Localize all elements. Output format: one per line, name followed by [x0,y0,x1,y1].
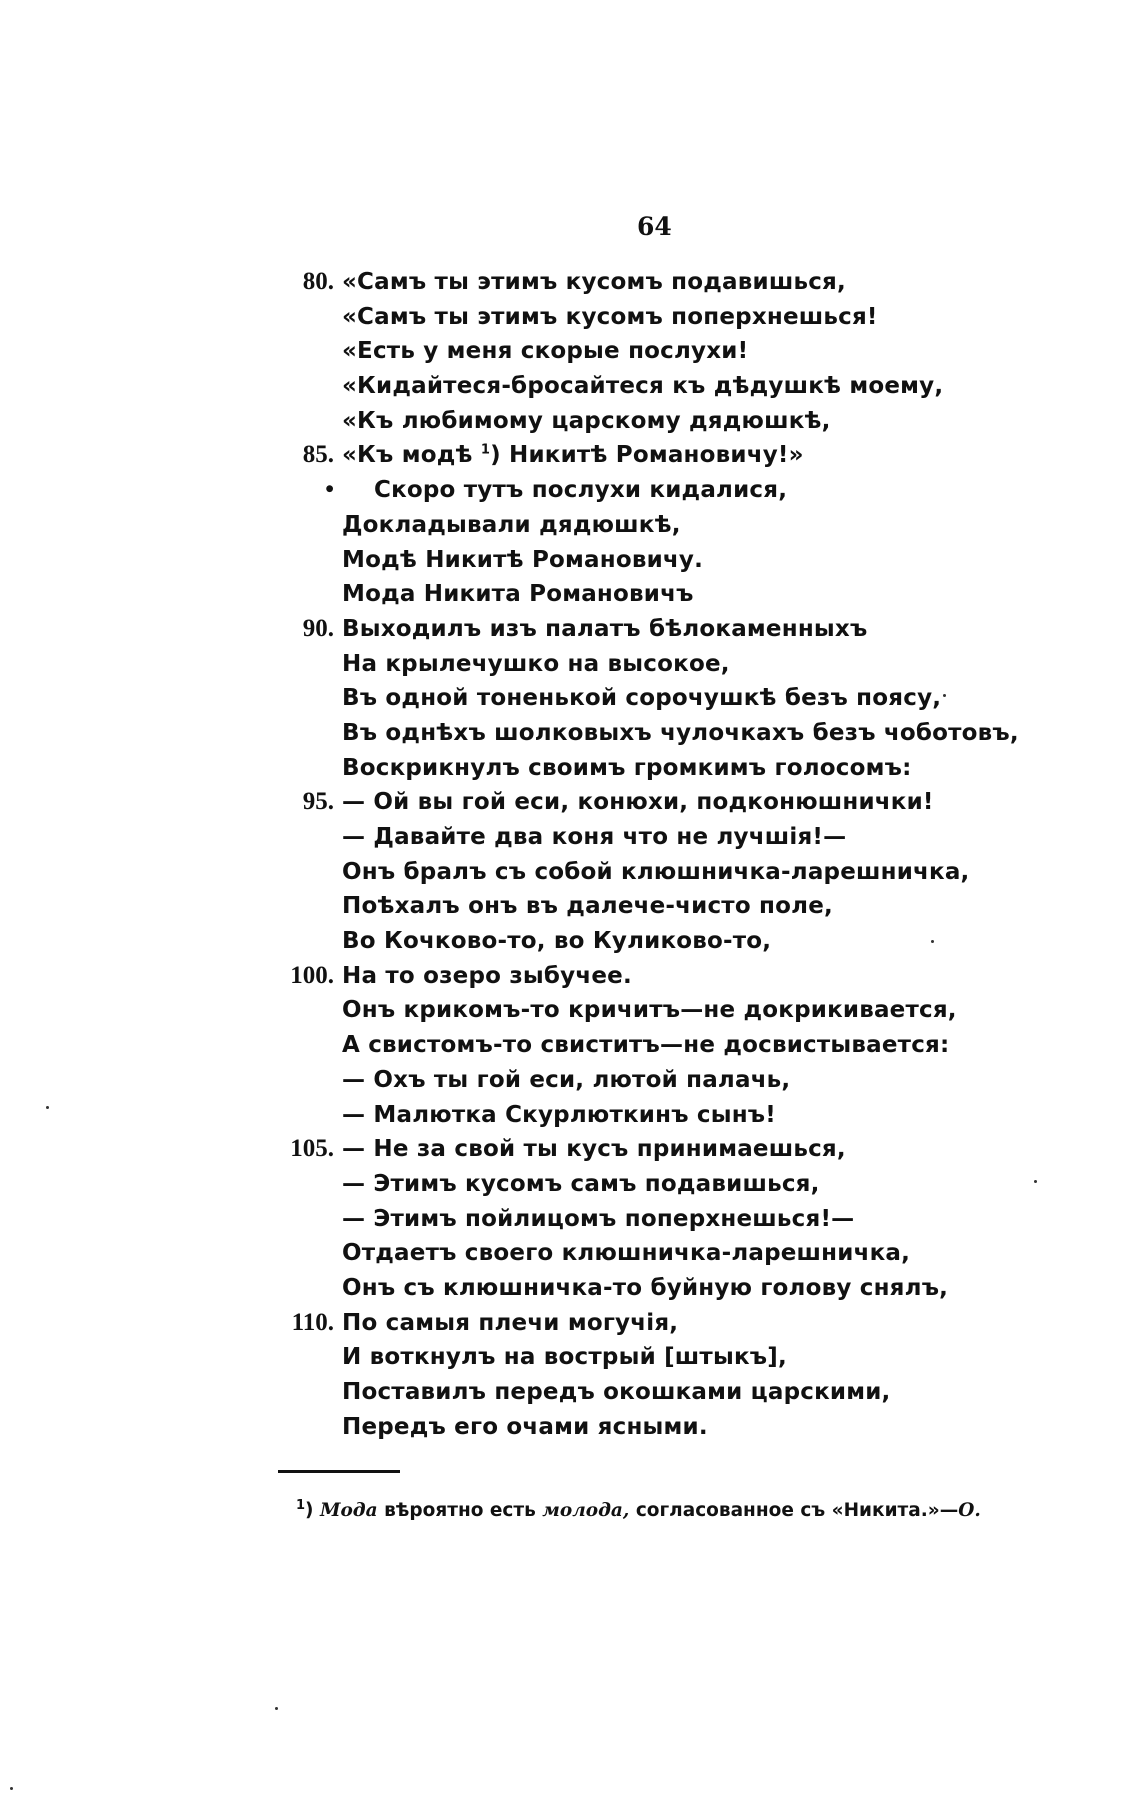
verse-line [272,300,1032,335]
line-text: — Не за свой ты кусъ принимаешься, [342,1136,846,1163]
line-text: «Есть у меня скорые послухи! [342,338,749,365]
line-text: Онъ бралъ съ собой клюшничка-ларешничка, [342,858,970,885]
footnote-text-2: согласованное съ «Никита.»— [629,1500,959,1521]
line-text-part: «Къ модѣ [342,442,481,469]
line-text: «Самъ ты этимъ кусомъ подавишься, [342,269,846,295]
scan-speck [943,694,946,697]
line-text: Скоро тутъ послухи кидалися, [374,477,788,504]
line-text: Воскрикнулъ своимъ громкимъ голосомъ: [342,754,912,781]
verse-line [272,716,1032,751]
verse-line [272,785,1032,820]
line-text: — Этимъ кусомъ самъ подавишься, [342,1170,820,1197]
footnote-paren: ) [305,1500,314,1521]
verse-line [272,1028,1032,1063]
verse-line [272,820,1032,855]
scan-speck [46,1106,49,1109]
line-text: Поставилъ передъ окошками царскими, [342,1379,891,1405]
footnote-signature: О. [958,1500,981,1521]
scan-speck [275,1707,278,1710]
verse-line [272,1306,1032,1341]
line-text: «Самъ ты этимъ кусомъ поперхнешься! [342,303,878,330]
line-text: Онъ съ клюшничка-то буйную голову снялъ, [342,1274,949,1301]
verse-line [272,1271,1032,1306]
page-number: 64 [637,212,672,241]
line-text: Выходилъ изъ палатъ бѣлокаменныхъ [342,615,868,642]
line-text: А свистомъ-то свиститъ—не досвистывается: [342,1032,950,1059]
scan-speck [10,1787,13,1790]
line-text: Въ одной тоненькой сорочушкѣ безъ поясу, [342,685,942,712]
footnote-reference: 1 [480,442,491,458]
verse-line [272,473,1032,508]
verse-line [272,508,1032,543]
footnote [296,1497,981,1521]
line-text: Передъ его очами ясными. [342,1413,708,1440]
line-text: — Этимъ пойлицомъ поперхнешься!— [342,1205,855,1232]
verse-line [272,1132,1032,1167]
line-number: • [325,476,334,504]
line-text: — Давайте два коня что не лучшія!— [342,824,847,850]
line-text: Онъ крикомъ-то кричитъ—не докрикивается, [342,997,957,1024]
verse-line [272,1340,1032,1375]
line-number: 95. [302,788,334,816]
verse-line [272,751,1032,786]
footnote-italic-word-1: Мода [319,1500,378,1521]
verse-line [272,577,1032,612]
line-text-part: ) Никитѣ Романовичу!» [490,442,804,469]
verse-line [272,1167,1032,1202]
footnote-marker: 1 [296,1497,306,1513]
verse-line [272,1098,1032,1133]
line-text: «Къ любимому царскому дядюшкѣ, [342,407,831,434]
verse-line [272,543,1032,578]
line-text: На крылечушко на высокое, [342,650,730,677]
scan-speck [1034,1180,1037,1183]
line-text: Въ однѣхъ шолковыхъ чулочкахъ безъ чоботовъ, [342,719,1019,746]
verse-line [272,1236,1032,1271]
verse-line [272,1063,1032,1098]
line-text: «Кидайтеся-бросайтеся къ дѣдушкѣ моему, [342,373,944,400]
line-text: Мода Никита Романовичъ [342,581,694,608]
line-text: — Охъ ты гой еси, лютой палачь, [342,1066,791,1093]
footnote-divider [278,1470,400,1473]
footnote-text-1: вѣроятно есть [377,1500,543,1521]
line-number: 105. [290,1135,334,1163]
verse-line [272,334,1032,369]
line-text: По самыя плечи могучія, [342,1309,679,1336]
line-number: 100. [290,961,334,989]
line-text [342,438,804,473]
verse-line [272,265,1032,300]
verse-line [272,438,1032,473]
verse-line [272,855,1032,890]
line-text: И воткнулъ на вострый [штыкъ], [342,1344,787,1371]
scan-speck [931,940,934,943]
line-number: 110. [291,1308,334,1336]
verse-line [272,681,1032,716]
line-text: На то озеро зыбучее. [342,962,632,989]
line-text: Докладывали дядюшкѣ, [342,511,681,538]
verse-line [272,612,1032,647]
verse-line [272,404,1032,439]
verse-block [272,265,1032,1444]
line-text: Отдаетъ своего клюшничка-ларешничка, [342,1240,911,1267]
line-text: — Малютка Скурлюткинъ сынъ! [342,1101,776,1128]
verse-line [272,369,1032,404]
line-text: — Ой вы гой еси, конюхи, подконюшнички! [342,789,934,816]
line-number: 90. [302,614,334,642]
verse-line [272,647,1032,682]
verse-line [272,889,1032,924]
line-text: Поѣхалъ онъ въ далече-чисто поле, [342,893,833,920]
footnote-italic-word-2: молода, [542,1500,630,1521]
verse-line [272,959,1032,994]
line-number: 85. [302,441,334,469]
line-text: Во Кочково-то, во Куликово-то, [342,928,772,955]
line-number: 80. [302,268,334,295]
line-text: Модѣ Никитѣ Романовичу. [342,546,704,573]
verse-line [272,1202,1032,1237]
verse-line [272,1410,1032,1445]
verse-line [272,993,1032,1028]
verse-line [272,1375,1032,1410]
verse-line [272,924,1032,959]
